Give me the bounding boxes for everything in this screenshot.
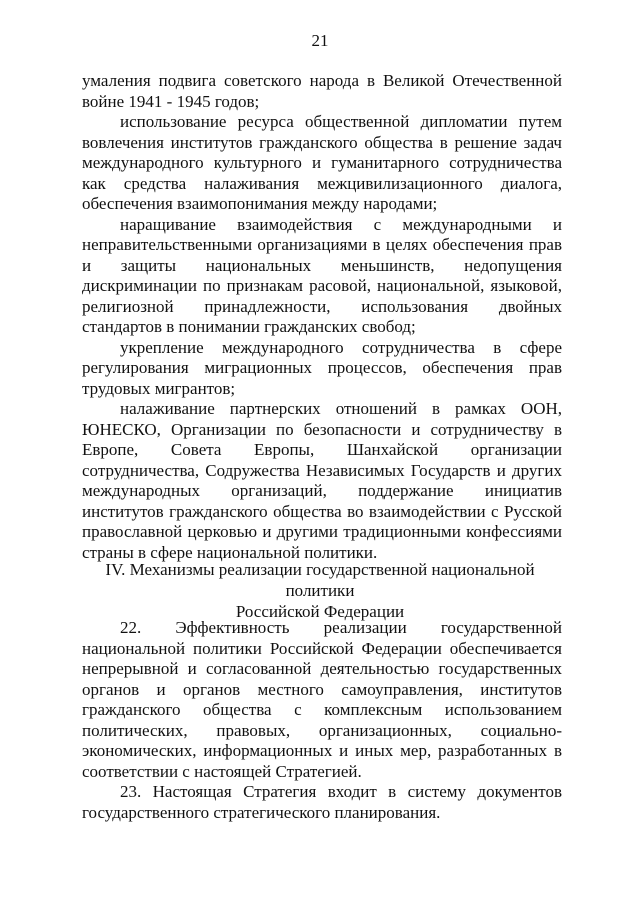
text-block-top [82, 71, 562, 563]
paragraph-migration: укрепление международного сотрудничества в сфере регулирования миграционных процессов, обеспечения прав трудовых мигрантов; [82, 337, 562, 398]
paragraph-23: 23. Настоящая Стратегия входит в систему документов государственного стратегического планирования. [82, 782, 562, 822]
section-heading-line-1: IV. Механизмы реализации государственной национальной политики [105, 560, 535, 600]
page-number: 21 [311, 31, 329, 50]
section-heading-line-2: Российской Федерации [235, 602, 405, 621]
paragraph-continuation: умаления подвига советского народа в Великой Отечественной войне 1941 - 1945 годов; [82, 71, 562, 111]
text-block-bottom [82, 618, 562, 823]
paragraph-public-diplomacy: использование ресурса общественной дипломатии путем вовлечения институтов гражданского общества в решение задач международного культурного и гуманитарного сотрудничества как средства налаживания межцивилизационного диалога, обеспечения взаимопонимания между народами; [82, 112, 562, 213]
section-heading [70, 559, 570, 622]
paragraph-international-cooperation: наращивание взаимодействия с международными и неправительственными организациями в целях обеспечения прав и защиты национальных меньшинств, недопущения дискриминации по признакам расовой, национальной, языковой, религиозной принадлежности, использования двойных стандартов в понимании гражданских свобод; [82, 214, 562, 336]
paragraph-partnerships: налаживание партнерских отношений в рамках ООН, ЮНЕСКО, Организации по безопасности и сотрудничеству в Европе, Совета Европы, Шанхайской организации сотрудничества, Содружества Независимых Государств и других международных организаций, поддержание инициатив институтов гражданского общества во взаимодействии с Русской православной церковью и другими традиционными конфессиями страны в сфере национальной политики. [82, 399, 562, 562]
paragraph-22: 22. Эффективность реализации государственной национальной политики Российской Федерации обеспечивается непрерывной и согласованной деятельностью государственных органов и органов местного самоуправления, институтов гражданского общества с комплексным использованием политических, правовых, организационных, социально-экономических, информационных и иных мер, разработанных в соответствии с настоящей Стратегией. [82, 618, 562, 781]
